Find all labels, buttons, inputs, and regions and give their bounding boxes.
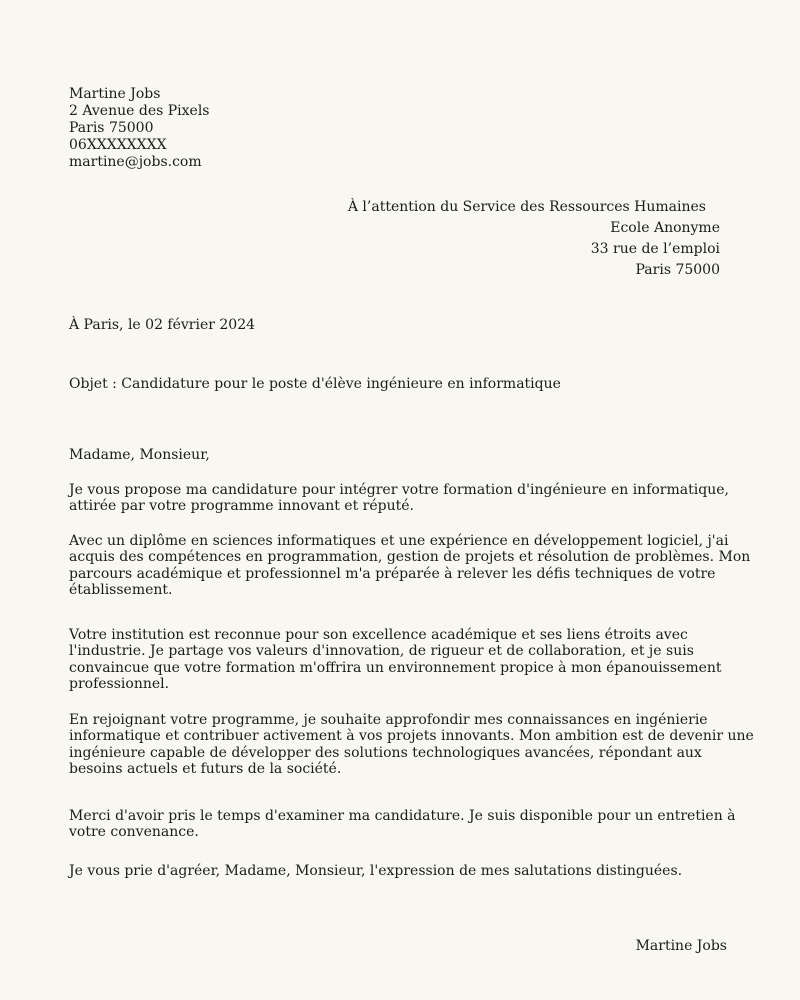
signature-name: Martine Jobs	[635, 938, 727, 954]
subject-line: Objet : Candidature pour le poste d'élève ingénieure en informatique	[69, 376, 561, 392]
sender-city: Paris 75000	[69, 120, 154, 136]
body-paragraph-1: Je vous propose ma candidature pour intégrer votre formation d'ingénieure en informatique, attirée par votre programme innovant et réputé.	[69, 481, 729, 514]
sender-street: 2 Avenue des Pixels	[69, 103, 210, 119]
date-line: À Paris, le 02 février 2024	[69, 317, 256, 333]
recipient-attention-line: À l’attention du Service des Ressources Humaines	[347, 199, 706, 215]
recipient-address-block	[69, 197, 755, 281]
closing-paragraph: Je vous prie d'agréer, Madame, Monsieur, l'expression de mes salutations distinguées.	[69, 862, 683, 879]
recipient-organization: Ecole Anonyme	[610, 220, 720, 236]
body-paragraph-3: Votre institution est reconnue pour son excellence académique et ses liens étroits avec l'industrie. Je partage vos valeurs d'innovation, de rigueur et de collaboration, et je suis convaincue que votre formation m'offrira un environnement propice à mon épanouissement professionnel.	[69, 626, 722, 692]
sender-name: Martine Jobs	[69, 86, 161, 102]
salutation: Madame, Monsieur,	[69, 447, 210, 463]
sender-email: martine@jobs.com	[69, 154, 202, 170]
sender-phone: 06XXXXXXXX	[69, 137, 167, 153]
sender-address-block	[69, 86, 755, 171]
body-paragraph-2: Avec un diplôme en sciences informatiques et une expérience en développement logiciel, j'ai acquis des compétences en programmation, gestion de projets et résolution de problèmes. Mon parcours académique et professionnel m'a préparée à relever les défis techniques de votre établissement.	[69, 532, 751, 598]
recipient-street: 33 rue de l’emploi	[590, 241, 720, 257]
body-paragraph-4: En rejoignant votre programme, je souhaite approfondir mes connaissances en ingénierie informatique et contribuer activement à vos projets innovants. Mon ambition est de devenir une ingénieure capable de développer des solutions technologiques avancées, répondant aux besoins actuels et futurs de la société.	[69, 711, 754, 777]
body-paragraph-5: Merci d'avoir pris le temps d'examiner ma candidature. Je suis disponible pour un entretien à votre convenance.	[69, 807, 736, 840]
recipient-city: Paris 75000	[635, 262, 720, 278]
